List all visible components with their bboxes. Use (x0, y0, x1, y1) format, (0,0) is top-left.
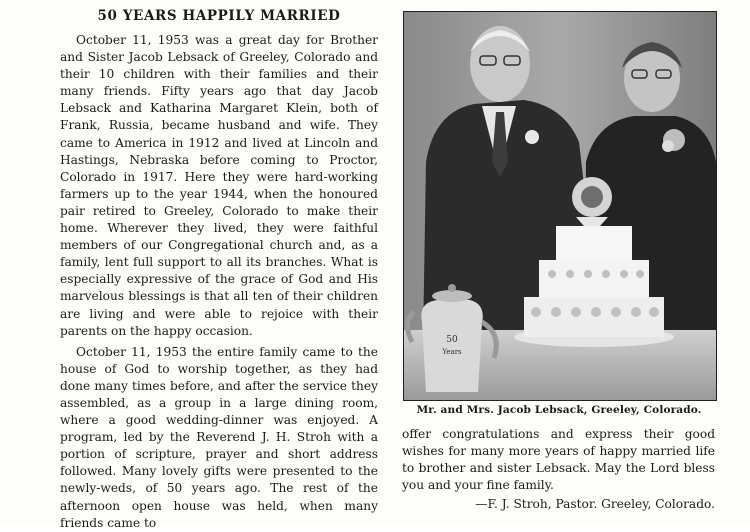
article-paragraph-continuation: offer congratulations and express their good wishes for many more years of happy married life to brother and sister Lebsack. May the Lord bless you and your fine family. (402, 427, 715, 493)
article-title: 50 YEARS HAPPILY MARRIED (97, 8, 341, 24)
article-paragraph-2: October 11, 1953 the entire family came to the house of God to worship together, as they had done many times before, and after the service they assembled, as a group in a large dining room, where a good wedding-dinner was enjoyed. A program, led by the Reverend J. H. Stroh with a portion of scripture, prayer and short address followed. Many lovely gifts were presented to the newly-weds, of 50 years ago. The rest of the afternoon open house was held, when many friends came to (60, 344, 378, 530)
teapot-decal-word: Years (442, 348, 462, 356)
article-paragraph-1: October 11, 1953 was a great day for Brother and Sister Jacob Lebsack of Greeley, Colorado and their 10 children with their families and their many friends. Fifty years ago that day Jacob Lebsack and Katharina Margaret Klein, both of Frank, Russia, became husband and wife. They came to America in 1912 and lived at Lincoln and Hastings, Nebraska before coming to Proctor, Colorado in 1917. Here they were hard-working farmers up to the year 1944, when the honoured pair retired to Greeley, Colorado to make their home. Wherever they lived, they were faithful members of our Congregational church and, as a family, lent full support to all its branches. What is especially expressive of the grace of God and His marvelous blessings is that all ten of their children are living and were able to rejoice with their parents on the happy occasion. (60, 33, 378, 338)
anniversary-photo-illustration (404, 12, 716, 400)
photo-caption: Mr. and Mrs. Jacob Lebsack, Greeley, Colorado. (416, 404, 702, 416)
teapot-decal-number: 50 (446, 335, 458, 345)
article-column (60, 8, 378, 532)
article-continuation (402, 426, 715, 513)
pastor-signature: —F. J. Stroh, Pastor. Greeley, Colorado. (475, 497, 715, 512)
anniversary-photo (403, 11, 717, 401)
